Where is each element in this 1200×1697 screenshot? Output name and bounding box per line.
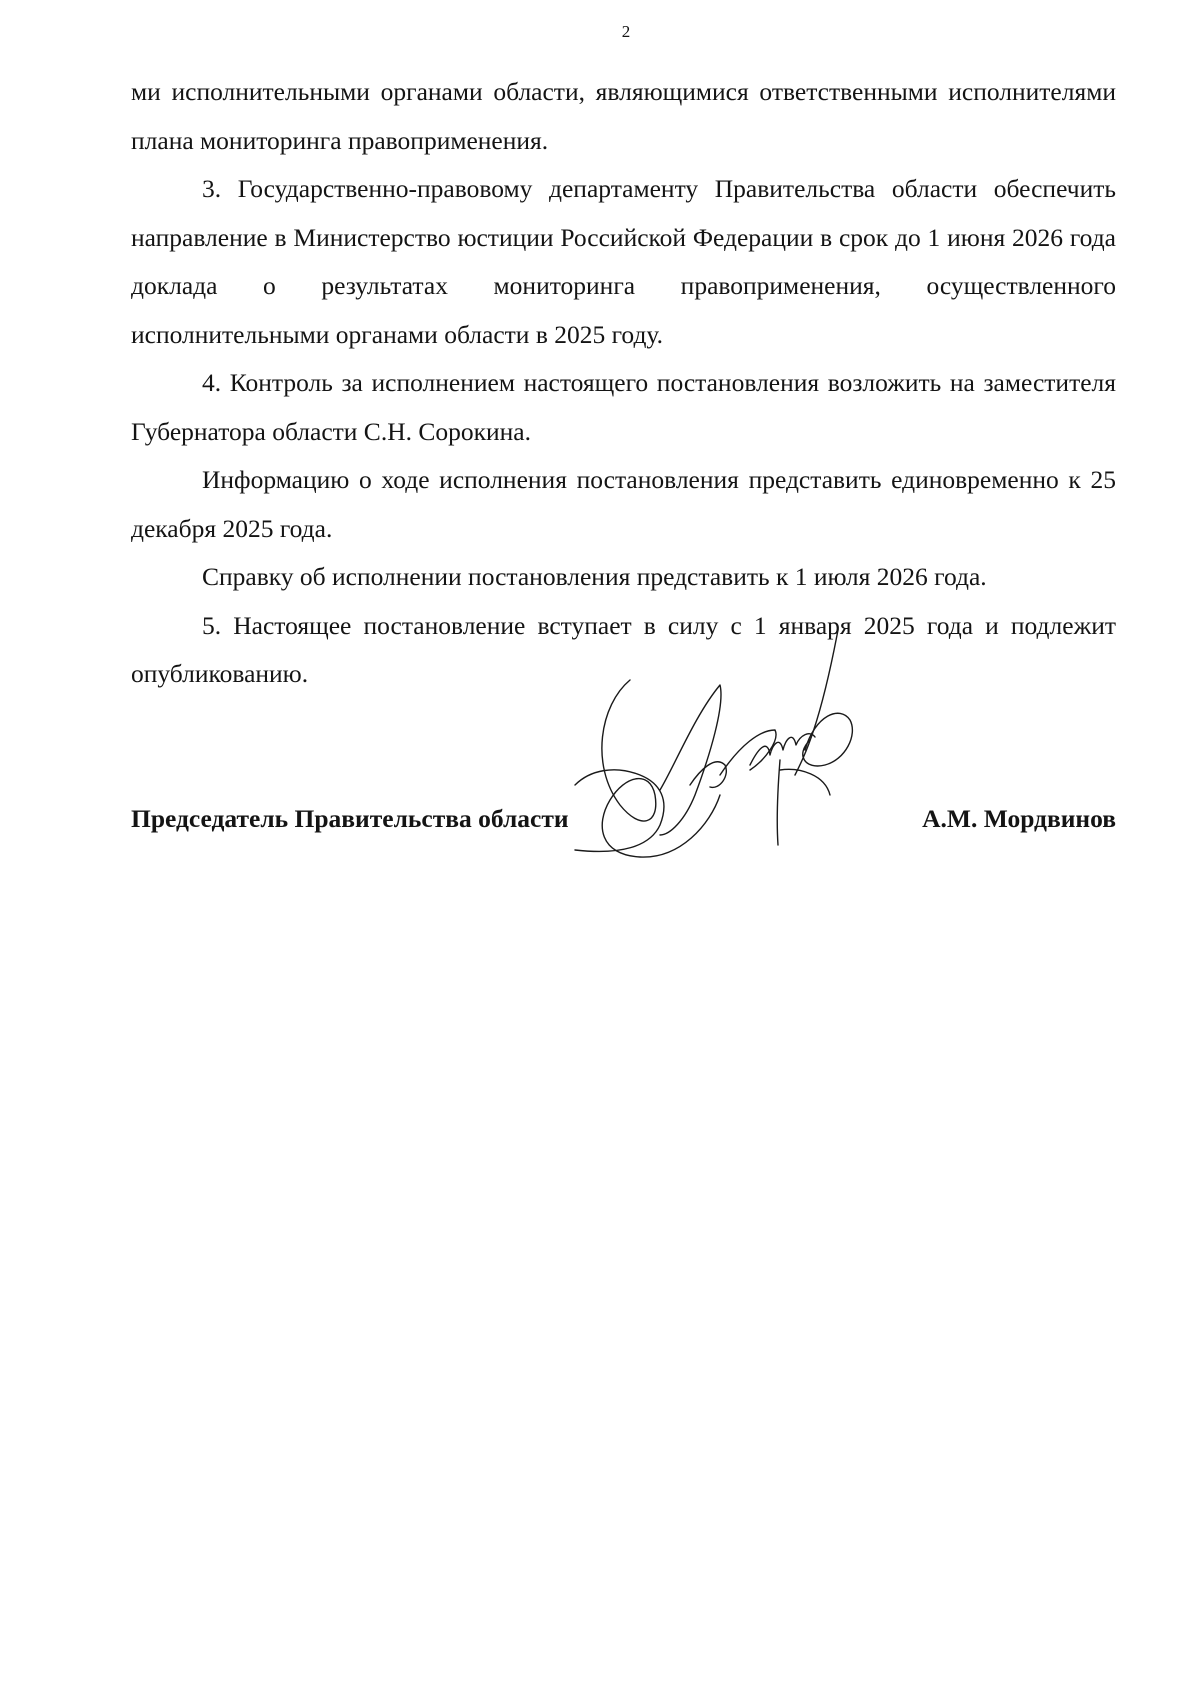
handwritten-signature [600, 675, 900, 905]
paragraph-completion-report: Справку об исполнении постановления представить к 1 июля 2026 года. [202, 562, 987, 591]
paragraph-item-5: 5. Настоящее постановление вступает в силу с 1 января 2025 года и подлежит опубликованию. [131, 610, 1116, 688]
document-body [131, 68, 1116, 699]
signatory-position: Председатель Правительства области [131, 804, 569, 833]
signatory-name: А.М. Мордвинов [922, 804, 1116, 833]
paragraph-item-3: 3. Государственно-правовому департаменту Правительства области обеспечить направление в Министерство юстиции Российской Федерации в срок до 1 июня 2026 года доклада о результатах мониторинга правоприменения, осуществленного исполнительными органами области в 2025 году. [131, 174, 1116, 349]
signature-block [131, 804, 1116, 844]
paragraph-progress-info: Информацию о ходе исполнения постановления представить единовременно к 25 декабря 2025 года. [131, 465, 1116, 543]
paragraph-item-4: 4. Контроль за исполнением настоящего постановления возложить на заместителя Губернатора области С.Н. Сорокина. [131, 368, 1116, 446]
paragraph-continuation: ми исполнительными органами области, являющимися ответственными исполнителями плана мониторинга правоприменения. [131, 77, 1116, 155]
page-number: 2 [621, 22, 631, 41]
